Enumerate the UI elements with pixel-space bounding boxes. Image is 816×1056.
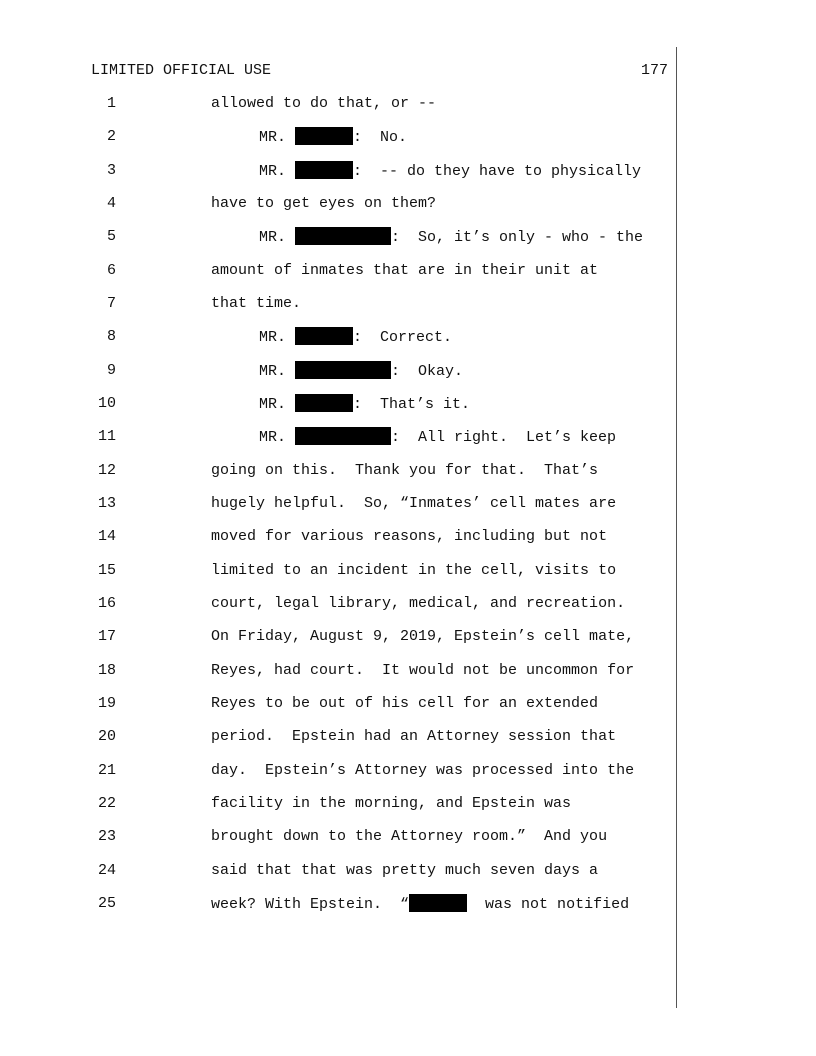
transcript-line (0, 227, 676, 247)
text-segment: allowed to do that, or -- (211, 95, 437, 112)
line-text (259, 361, 463, 382)
line-text (259, 161, 641, 182)
text-segment: facility in the morning, and Epstein was (211, 795, 572, 812)
line-text (211, 727, 616, 747)
transcript-line (0, 461, 676, 481)
line-number: 16 (97, 595, 116, 612)
line-number: 10 (97, 395, 116, 412)
line-number: 20 (97, 728, 116, 745)
transcript-line (0, 794, 676, 814)
transcript-line (0, 627, 676, 647)
line-number: 18 (97, 662, 116, 679)
text-segment: going on this. Thank you for that. That’s (211, 462, 599, 479)
text-segment: day. Epstein’s Attorney was processed into the (211, 762, 635, 779)
transcript-line (0, 194, 676, 214)
line-text (211, 527, 607, 547)
transcript-line (0, 127, 676, 147)
line-text (211, 261, 598, 281)
transcript-line (0, 261, 676, 281)
line-number: 24 (97, 862, 116, 879)
text-segment: amount of inmates that are in their unit at (211, 262, 599, 279)
line-number: 17 (97, 628, 116, 645)
redaction-box (295, 127, 353, 145)
line-number: 14 (97, 528, 116, 545)
transcript-line (0, 294, 676, 314)
text-segment: court, legal library, medical, and recreation. (211, 595, 626, 612)
transcript-line (0, 161, 676, 181)
text-segment: : All right. Let’s keep (391, 429, 617, 446)
transcript-line (0, 861, 676, 881)
transcript-line (0, 761, 676, 781)
line-number: 5 (106, 228, 116, 245)
text-segment: On Friday, August 9, 2019, Epstein’s cell mate, (211, 628, 635, 645)
redaction-box (295, 327, 353, 345)
line-text (211, 894, 629, 915)
text-segment: Reyes, had court. It would not be uncommon for (211, 662, 635, 679)
line-text (259, 127, 407, 148)
classification-marking: LIMITED OFFICIAL USE (91, 62, 272, 79)
line-number: 6 (106, 262, 116, 279)
transcript-line (0, 694, 676, 714)
line-number: 4 (106, 195, 116, 212)
text-segment: period. Epstein had an Attorney session that (211, 728, 617, 745)
line-text (259, 227, 643, 248)
text-segment: week? With Epstein. “ (211, 896, 410, 913)
line-number: 11 (97, 428, 116, 445)
text-segment: hugely helpful. So, “Inmates’ cell mates are (211, 495, 617, 512)
line-text (259, 394, 470, 415)
text-segment: MR. (259, 163, 296, 180)
line-text (211, 861, 598, 881)
transcript-line (0, 561, 676, 581)
line-number: 21 (97, 762, 116, 779)
line-text (211, 561, 616, 581)
line-number: 8 (106, 328, 116, 345)
redaction-box (295, 394, 353, 412)
text-segment: MR. (259, 429, 296, 446)
line-text (211, 661, 634, 681)
redaction-box (295, 427, 391, 445)
transcript-line (0, 894, 676, 914)
transcript-line (0, 361, 676, 381)
text-segment: MR. (259, 396, 296, 413)
text-segment: : No. (353, 129, 408, 146)
transcript-line (0, 327, 676, 347)
line-number: 2 (106, 128, 116, 145)
line-text (211, 594, 625, 614)
line-number: 7 (106, 295, 116, 312)
text-segment: was not notified (467, 896, 630, 913)
line-number: 22 (97, 795, 116, 812)
line-text (211, 94, 436, 114)
line-number: 13 (97, 495, 116, 512)
transcript-line (0, 827, 676, 847)
line-number: 25 (97, 895, 116, 912)
text-segment: MR. (259, 363, 296, 380)
line-text (211, 461, 598, 481)
transcript-line (0, 394, 676, 414)
line-text (211, 827, 607, 847)
line-number: 23 (97, 828, 116, 845)
transcript-line (0, 527, 676, 547)
line-text (211, 194, 436, 214)
text-segment: : Okay. (391, 363, 464, 380)
text-segment: limited to an incident in the cell, visits to (211, 562, 617, 579)
redaction-box (409, 894, 467, 912)
redaction-box (295, 161, 353, 179)
right-margin-rule (676, 47, 677, 1008)
text-segment: MR. (259, 229, 296, 246)
transcript-line (0, 661, 676, 681)
text-segment: Reyes to be out of his cell for an extended (211, 695, 599, 712)
text-segment: have to get eyes on them? (211, 195, 437, 212)
text-segment: MR. (259, 329, 296, 346)
transcript-line (0, 727, 676, 747)
line-number: 1 (106, 95, 116, 112)
transcript-line (0, 94, 676, 114)
line-text (211, 494, 616, 514)
text-segment: : -- do they have to physically (353, 163, 642, 180)
transcript-line (0, 427, 676, 447)
line-number: 9 (106, 362, 116, 379)
line-text (211, 294, 301, 314)
text-segment: : So, it’s only - who - the (391, 229, 644, 246)
line-number: 19 (97, 695, 116, 712)
redaction-box (295, 361, 391, 379)
text-segment: moved for various reasons, including but not (211, 528, 608, 545)
line-number: 3 (106, 162, 116, 179)
transcript-line (0, 494, 676, 514)
line-number: 12 (97, 462, 116, 479)
line-text (259, 427, 616, 448)
text-segment: that time. (211, 295, 302, 312)
line-number: 15 (97, 562, 116, 579)
text-segment: : Correct. (353, 329, 453, 346)
text-segment: MR. (259, 129, 296, 146)
line-text (211, 794, 571, 814)
text-segment: : That’s it. (353, 396, 471, 413)
text-segment: said that that was pretty much seven days a (211, 862, 599, 879)
redaction-box (295, 227, 391, 245)
line-text (211, 761, 634, 781)
text-segment: brought down to the Attorney room.” And you (211, 828, 608, 845)
line-text (211, 627, 634, 647)
line-text (259, 327, 452, 348)
line-text (211, 694, 598, 714)
transcript-line (0, 594, 676, 614)
page-number: 177 (640, 62, 668, 79)
